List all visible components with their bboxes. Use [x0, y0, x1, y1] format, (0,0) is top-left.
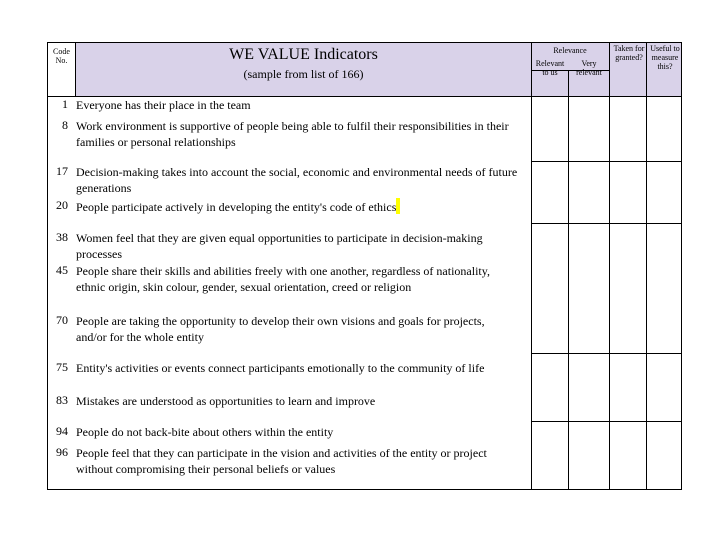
column-divider — [568, 70, 569, 489]
indicator-code: 75 — [56, 360, 68, 374]
very-relevant-header: Very relevant — [576, 59, 602, 77]
indicator-text: Entity's activities or events connect participants emotionally to the community of life — [76, 361, 485, 375]
page-title: WE VALUE Indicators — [229, 46, 378, 63]
indicator-text: Everyone has their place in the team — [76, 98, 251, 112]
indicators-table — [47, 42, 682, 490]
group-divider — [531, 161, 681, 162]
indicator-text: Decision-making takes into account the social, economic and environmental needs of future generations — [76, 165, 518, 196]
code-header: Code No. — [53, 47, 70, 65]
indicator-code: 8 — [62, 118, 68, 132]
group-divider — [531, 421, 681, 422]
relevant-to-us-header: Relevant to us — [535, 59, 565, 77]
text-highlight-marker — [396, 198, 400, 214]
group-divider — [531, 223, 681, 224]
indicator-code: 94 — [56, 424, 68, 438]
indicator-text — [76, 198, 496, 215]
column-divider — [531, 43, 532, 489]
useful-to-measure-header: Useful to measure this? — [650, 44, 680, 71]
indicator-text: People are taking the opportunity to develop their own visions and goals for projects, and/or for the whole entity — [76, 314, 485, 345]
indicator-code: 38 — [56, 230, 68, 244]
indicator-code: 20 — [56, 198, 68, 212]
indicator-text: People feel that they can participate in the vision and activities of the entity or project without compromising their personal beliefs or values — [76, 446, 487, 477]
page-subtitle: (sample from list of 166) — [243, 67, 364, 81]
indicator-code: 17 — [56, 164, 68, 178]
indicator-code: 45 — [56, 263, 68, 277]
indicator-code: 96 — [56, 445, 68, 459]
indicator-text: Women feel that they are given equal opportunities to participate in decision-making processes — [76, 231, 483, 262]
group-divider — [531, 353, 681, 354]
indicator-text-content: People participate actively in developing the entity's code of ethics — [76, 200, 397, 214]
relevance-header: Relevance — [553, 46, 587, 55]
indicator-text: Work environment is supportive of people being able to fulfil their responsibilities in their families or personal relationships — [76, 119, 509, 150]
indicator-code: 1 — [62, 97, 68, 111]
indicator-code: 83 — [56, 393, 68, 407]
indicator-code: 70 — [56, 313, 68, 327]
column-divider — [646, 43, 647, 489]
taken-for-granted-header: Taken for granted? — [613, 44, 645, 62]
indicator-text: Mistakes are understood as opportunities to learn and improve — [76, 394, 376, 408]
column-divider — [609, 43, 610, 489]
indicator-text: People do not back-bite about others within the entity — [76, 425, 334, 439]
indicator-text: People share their skills and abilities freely with one another, regardless of nationality, ethnic origin, skin colour, gender, sexual orientation, creed or religion — [76, 264, 490, 295]
